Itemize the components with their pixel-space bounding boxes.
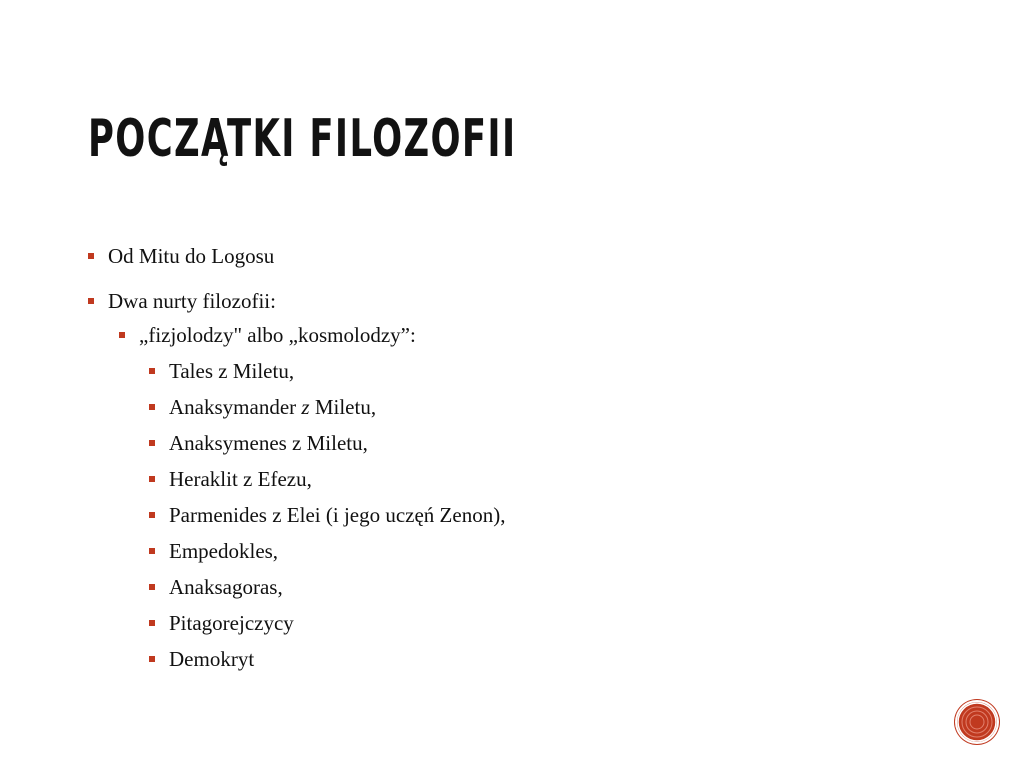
bullet-square-icon — [149, 512, 155, 518]
bullet-item — [169, 646, 254, 672]
bullet-item — [169, 502, 505, 528]
bullet-text: Anaksymenes z Miletu, — [169, 431, 368, 455]
bullet-square-icon — [149, 620, 155, 626]
bullet-text: Dwa nurty filozofii: — [108, 289, 276, 313]
bullet-square-icon — [88, 253, 94, 259]
bullet-item — [169, 430, 368, 456]
bullet-text: Tales z Miletu, — [169, 359, 295, 383]
bullet-item — [139, 322, 416, 348]
bullet-item — [169, 610, 294, 636]
red-circle-badge-icon — [955, 700, 999, 744]
bullet-text: Demokryt — [169, 647, 255, 671]
bullet-item — [169, 538, 278, 564]
bullet-item — [169, 358, 294, 384]
slide-title: POCZĄTKI FILOZOFII — [88, 109, 517, 169]
bullet-square-icon — [149, 476, 155, 482]
bullet-square-icon — [88, 298, 94, 304]
bullet-square-icon — [149, 368, 155, 374]
bullet-text: Pitagorejczycy — [169, 611, 294, 635]
bullet-text: Anaksagoras, — [169, 575, 283, 599]
bullet-square-icon — [149, 656, 155, 662]
bullet-text: Heraklit z Efezu, — [169, 467, 312, 491]
bullet-item — [169, 466, 312, 492]
bullet-text: Parmenides z Elei (i jego uczęń Zenon), — [169, 503, 506, 527]
bullet-text: Od Mitu do Logosu — [108, 244, 275, 268]
bullet-item — [169, 574, 283, 600]
bullet-square-icon — [149, 404, 155, 410]
bullet-item — [169, 394, 376, 420]
bullet-square-icon — [149, 440, 155, 446]
bullet-square-icon — [149, 584, 155, 590]
bullet-item — [108, 243, 274, 269]
bullet-text: Anaksymander z Miletu, — [169, 395, 377, 419]
bullet-text: „fizjolodzy" albo „kosmolodzy”: — [139, 323, 416, 347]
bullet-item — [108, 288, 276, 314]
badge-ring-icon — [955, 700, 999, 744]
bullet-text: Empedokles, — [169, 539, 279, 563]
bullet-square-icon — [119, 332, 125, 338]
bullet-square-icon — [149, 548, 155, 554]
